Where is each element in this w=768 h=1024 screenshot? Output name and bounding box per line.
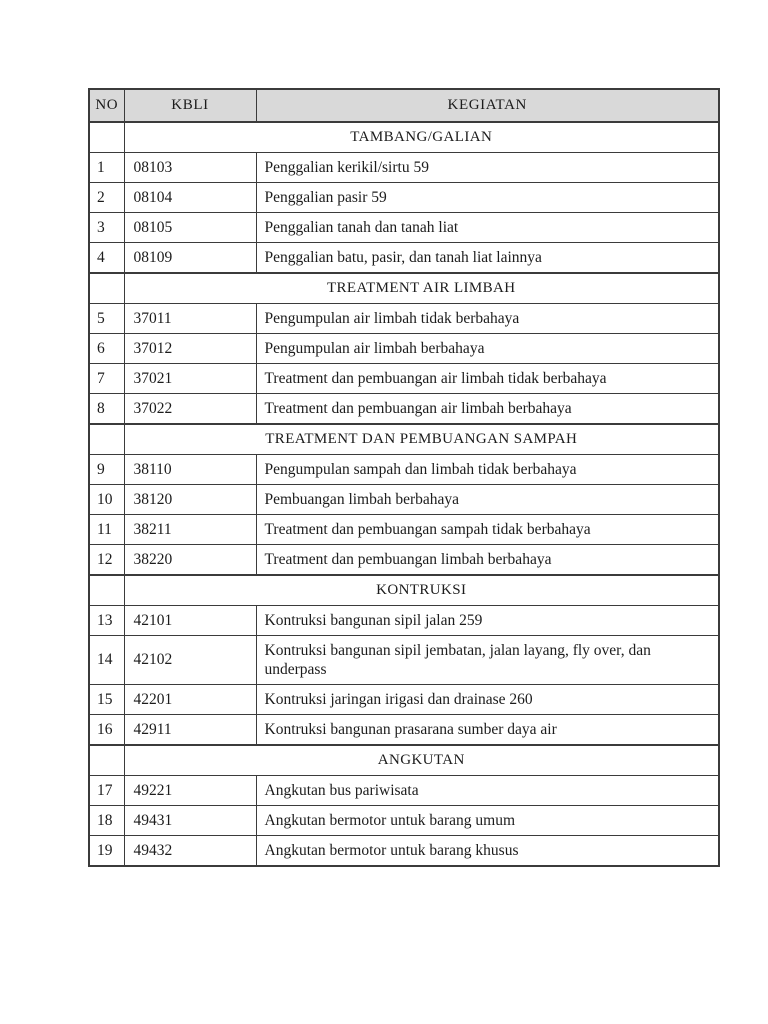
section-title: ANGKUTAN xyxy=(124,745,719,776)
cell-kegiatan: Penggalian batu, pasir, dan tanah liat lainnya xyxy=(256,243,719,274)
table-row xyxy=(89,606,719,636)
cell-no: 6 xyxy=(89,334,124,364)
section-title: KONTRUKSI xyxy=(124,575,719,606)
cell-kegiatan: Pengumpulan sampah dan limbah tidak berbahaya xyxy=(256,455,719,485)
cell-kegiatan: Kontruksi bangunan prasarana sumber daya air xyxy=(256,715,719,746)
table-row xyxy=(89,836,719,867)
table-row xyxy=(89,806,719,836)
cell-kegiatan: Treatment dan pembuangan air limbah tidak berbahaya xyxy=(256,364,719,394)
cell-kegiatan: Treatment dan pembuangan sampah tidak berbahaya xyxy=(256,515,719,545)
cell-kbli: 42101 xyxy=(124,606,256,636)
table-row xyxy=(89,394,719,425)
table-row xyxy=(89,715,719,746)
cell-kbli: 42201 xyxy=(124,685,256,715)
header-row xyxy=(89,89,719,122)
cell-kegiatan: Penggalian kerikil/sirtu 59 xyxy=(256,153,719,183)
header-cell-kbli: KBLI xyxy=(124,89,256,122)
header-cell-no: NO xyxy=(89,89,124,122)
cell-kbli: 38120 xyxy=(124,485,256,515)
cell-kbli: 38211 xyxy=(124,515,256,545)
cell-kbli: 37022 xyxy=(124,394,256,425)
table-row xyxy=(89,636,719,685)
section-title: TREATMENT DAN PEMBUANGAN SAMPAH xyxy=(124,424,719,455)
cell-kbli: 37011 xyxy=(124,304,256,334)
table-row xyxy=(89,776,719,806)
cell-no: 13 xyxy=(89,606,124,636)
cell-kegiatan: Pengumpulan air limbah berbahaya xyxy=(256,334,719,364)
cell-no: 7 xyxy=(89,364,124,394)
section-empty-cell xyxy=(89,122,124,153)
cell-kegiatan: Kontruksi bangunan sipil jalan 259 xyxy=(256,606,719,636)
cell-kbli: 37021 xyxy=(124,364,256,394)
table-row xyxy=(89,485,719,515)
cell-no: 4 xyxy=(89,243,124,274)
cell-kbli: 38220 xyxy=(124,545,256,576)
cell-kegiatan: Penggalian pasir 59 xyxy=(256,183,719,213)
table-row xyxy=(89,334,719,364)
section-empty-cell xyxy=(89,745,124,776)
cell-kbli: 49431 xyxy=(124,806,256,836)
section-empty-cell xyxy=(89,273,124,304)
table-header xyxy=(89,89,719,122)
cell-no: 10 xyxy=(89,485,124,515)
cell-kbli: 42911 xyxy=(124,715,256,746)
cell-kbli: 42102 xyxy=(124,636,256,685)
cell-no: 15 xyxy=(89,685,124,715)
cell-no: 17 xyxy=(89,776,124,806)
cell-kbli: 08103 xyxy=(124,153,256,183)
section-empty-cell xyxy=(89,424,124,455)
cell-no: 14 xyxy=(89,636,124,685)
table-row xyxy=(89,153,719,183)
cell-kegiatan: Kontruksi bangunan sipil jembatan, jalan layang, fly over, dan underpass xyxy=(256,636,719,685)
section-title: TAMBANG/GALIAN xyxy=(124,122,719,153)
cell-kegiatan: Angkutan bus pariwisata xyxy=(256,776,719,806)
header-cell-kegiatan: KEGIATAN xyxy=(256,89,719,122)
section-row xyxy=(89,424,719,455)
table-row xyxy=(89,455,719,485)
cell-kbli: 08105 xyxy=(124,213,256,243)
table-row xyxy=(89,685,719,715)
section-row xyxy=(89,122,719,153)
section-row xyxy=(89,745,719,776)
cell-kbli: 49221 xyxy=(124,776,256,806)
section-row xyxy=(89,575,719,606)
cell-no: 19 xyxy=(89,836,124,867)
cell-kbli: 08109 xyxy=(124,243,256,274)
cell-no: 12 xyxy=(89,545,124,576)
cell-no: 18 xyxy=(89,806,124,836)
cell-kegiatan: Pembuangan limbah berbahaya xyxy=(256,485,719,515)
table-row xyxy=(89,213,719,243)
table-row xyxy=(89,304,719,334)
table-row xyxy=(89,545,719,576)
cell-kbli: 37012 xyxy=(124,334,256,364)
cell-kegiatan: Angkutan bermotor untuk barang khusus xyxy=(256,836,719,867)
cell-no: 16 xyxy=(89,715,124,746)
cell-kegiatan: Penggalian tanah dan tanah liat xyxy=(256,213,719,243)
cell-kegiatan: Kontruksi jaringan irigasi dan drainase 260 xyxy=(256,685,719,715)
section-empty-cell xyxy=(89,575,124,606)
cell-kegiatan: Pengumpulan air limbah tidak berbahaya xyxy=(256,304,719,334)
cell-kegiatan: Treatment dan pembuangan limbah berbahaya xyxy=(256,545,719,576)
table-row xyxy=(89,183,719,213)
cell-no: 8 xyxy=(89,394,124,425)
cell-kegiatan: Treatment dan pembuangan air limbah berbahaya xyxy=(256,394,719,425)
cell-no: 1 xyxy=(89,153,124,183)
cell-kbli: 38110 xyxy=(124,455,256,485)
table-row xyxy=(89,364,719,394)
cell-kbli: 08104 xyxy=(124,183,256,213)
table-body xyxy=(89,122,719,866)
table-row xyxy=(89,515,719,545)
cell-no: 5 xyxy=(89,304,124,334)
cell-kegiatan: Angkutan bermotor untuk barang umum xyxy=(256,806,719,836)
table-row xyxy=(89,243,719,274)
cell-no: 9 xyxy=(89,455,124,485)
section-title: TREATMENT AIR LIMBAH xyxy=(124,273,719,304)
cell-no: 2 xyxy=(89,183,124,213)
cell-no: 11 xyxy=(89,515,124,545)
cell-no: 3 xyxy=(89,213,124,243)
kbli-table xyxy=(88,88,720,867)
cell-kbli: 49432 xyxy=(124,836,256,867)
section-row xyxy=(89,273,719,304)
